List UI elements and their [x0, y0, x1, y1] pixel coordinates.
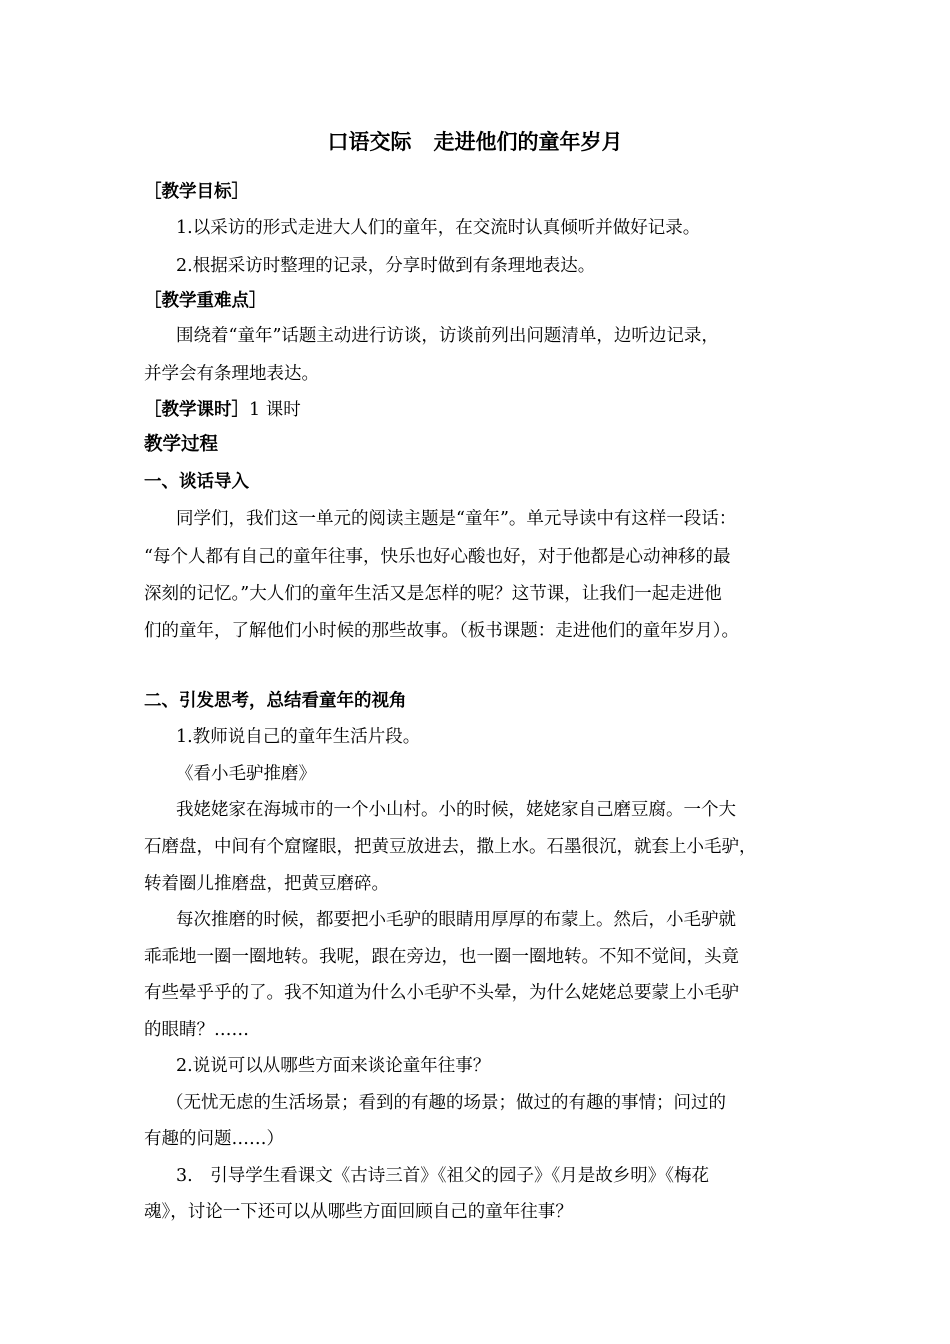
- section-1-line-2: “每个人都有自己的童年往事，快乐也好心酸也好，对于他都是心动神移的最: [144, 547, 731, 567]
- story-title: 《看小毛驴推磨》: [176, 764, 316, 784]
- answer-line-2: 有趣的问题……）: [144, 1129, 284, 1149]
- section-2-heading: 二、引发思考，总结看童年的视角: [144, 691, 407, 711]
- page-title: [0, 126, 950, 156]
- section-2-step-1: 1.教师说自己的童年生活片段。: [176, 727, 421, 747]
- goals-heading: ［教学目标］: [144, 182, 249, 202]
- section-1-heading: 一、谈话导入: [144, 472, 249, 492]
- process-heading: 教学过程: [144, 434, 219, 455]
- story-para-1-line-3: 转着圈儿推磨盘，把黄豆磨碎。: [144, 874, 389, 894]
- section-1-line-1: 同学们，我们这一单元的阅读主题是“童年”。单元导读中有这样一段话：: [176, 509, 737, 529]
- section-2-step-3-line-2: 魂》，讨论一下还可以从哪些方面回顾自己的童年往事？: [144, 1202, 573, 1222]
- section-1-line-3: 深刻的记忆。”大人们的童年生活又是怎样的呢？这节课，让我们一起走进他: [144, 584, 722, 604]
- section-2-step-2: 2.说说可以从哪些方面来谈论童年往事？: [176, 1056, 491, 1076]
- section-1-line-4: 们的童年，了解他们小时候的那些故事。（板书课题：走进他们的童年岁月）。: [144, 621, 739, 641]
- section-2-step-3-line-1: 3. 引导学生看课文《古诗三首》《祖父的园子》《月是故乡明》《梅花: [176, 1166, 709, 1186]
- story-para-2-line-1: 每次推磨的时候，都要把小毛驴的眼睛用厚厚的布蒙上。然后，小毛驴就: [176, 910, 736, 930]
- answer-line-1: （无忧无虑的生活场景；看到的有趣的场景；做过的有趣的事情；问过的: [166, 1093, 726, 1113]
- hours-heading: ［教学课时］: [144, 400, 249, 420]
- goal-item-1: 1.以采访的形式走进大人们的童年，在交流时认真倾听并做好记录。: [176, 218, 701, 238]
- goal-item-2: 2.根据采访时整理的记录，分享时做到有条理地表达。: [176, 256, 596, 276]
- story-para-2-line-3: 有些晕乎乎的了。我不知道为什么小毛驴不头晕，为什么姥姥总要蒙上小毛驴: [144, 983, 739, 1003]
- key-points-line-2: 并学会有条理地表达。: [144, 364, 319, 384]
- story-para-2-line-2: 乖乖地一圈一圈地转。我呢，跟在旁边，也一圈一圈地转。不知不觉间，头竟: [144, 947, 739, 967]
- story-para-1-line-1: 我姥姥家在海城市的一个小山村。小的时候，姥姥家自己磨豆腐。一个大: [176, 800, 736, 820]
- title-part-2: 走进他们的童年岁月: [433, 130, 623, 154]
- title-part-1: 口语交际: [327, 130, 412, 154]
- hours-row: [144, 398, 301, 422]
- story-para-1-line-2: 石磨盘，中间有个窟窿眼，把黄豆放进去，撒上水。石墨很沉，就套上小毛驴，: [144, 837, 757, 857]
- key-points-line-1: 围绕着“童年”话题主动进行访谈，访谈前列出问题清单，边听边记录，: [176, 326, 719, 346]
- key-points-heading: ［教学重难点］: [144, 291, 267, 311]
- story-para-2-line-4: 的眼睛？……: [144, 1020, 249, 1040]
- hours-value: 1 课时: [249, 400, 301, 420]
